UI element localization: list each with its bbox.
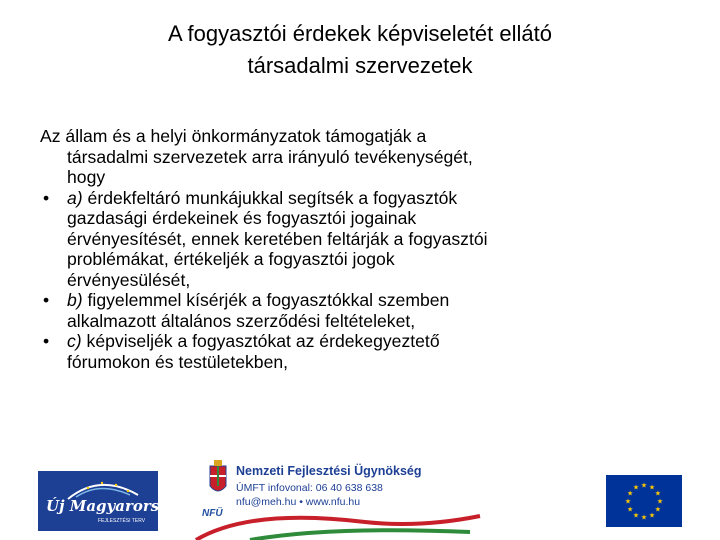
nfu-org-name: Nemzeti Fejlesztési Ügynökség xyxy=(236,464,422,478)
bullet-line: érdekfeltáró munkájukkal segítsék a fogyasztók xyxy=(87,187,458,208)
eu-star-icon: ★ xyxy=(656,498,664,506)
bullet-line: gazdasági érdekeinek és fogyasztói jogainak xyxy=(67,208,417,228)
bullet-line: figyelemmel kísérjék a fogyasztókkal szemben xyxy=(87,290,450,310)
eu-star-icon: ★ xyxy=(648,512,656,520)
nfu-infovonal: ÚMFT infovonal: 06 40 638 638 xyxy=(236,482,383,494)
bullet-dot-icon: • xyxy=(43,187,50,208)
intro-line-3: hogy xyxy=(67,167,106,187)
bullet-list xyxy=(40,188,680,373)
intro-line-2: társadalmi szervezetek arra irányuló tevékenységét, xyxy=(67,146,473,167)
intro-paragraph xyxy=(40,126,680,188)
bullet-line: alkalmazott általános szerződési feltételeket, xyxy=(67,310,416,331)
bullet-marker: b) xyxy=(67,290,88,310)
eu-star-icon: ★ xyxy=(654,506,661,514)
eu-stars-icon xyxy=(606,475,682,527)
slide-title-line-1: A fogyasztói érdekek képviseletét ellátó xyxy=(167,21,552,46)
eu-star-icon: ★ xyxy=(624,498,632,506)
bullet-line: érvényesítését, ennek keretében feltárják a fogyasztói xyxy=(67,228,488,249)
intro-line-1: Az állam és a helyi önkormányzatok támogatják a xyxy=(40,126,427,146)
eu-star-icon: ★ xyxy=(648,484,656,492)
bullet-line: fórumokon és testületekben, xyxy=(67,351,289,372)
eu-star-icon: ★ xyxy=(640,482,648,490)
slide-title xyxy=(60,18,660,82)
logo-left-subtext: FEJLESZTÉSI TERV xyxy=(98,518,146,524)
bullet-marker: a) xyxy=(67,187,88,208)
eu-star-icon: ★ xyxy=(627,490,634,498)
bullet-item-b xyxy=(40,290,680,331)
bullet-dot-icon: • xyxy=(43,290,50,310)
bullet-line: problémákat, értékeljék a fogyasztói jogok xyxy=(67,249,395,269)
slide-body xyxy=(40,126,680,372)
bullet-marker: c) xyxy=(67,331,87,351)
bullet-line: érvényesülését, xyxy=(67,269,191,290)
eu-star-icon: ★ xyxy=(654,490,661,498)
bullet-item-c xyxy=(40,331,680,372)
eu-star-icon: ★ xyxy=(632,484,640,492)
eu-star-icon: ★ xyxy=(640,514,648,522)
bullet-line: képviseljék a fogyasztókat az érdekegyeztető xyxy=(86,331,440,351)
nfu-badge: NFÜ xyxy=(202,508,223,519)
bullet-dot-icon: • xyxy=(43,331,50,351)
eu-star-icon: ★ xyxy=(632,512,640,520)
nfu-contact: nfu@meh.hu • www.nfu.hu xyxy=(236,496,361,508)
logo-left-text: Új Magyarország xyxy=(46,497,188,515)
uj-magyarorszag-logo xyxy=(38,471,188,531)
nfu-logo xyxy=(190,456,490,540)
slide-title-line-2: társadalmi szervezetek xyxy=(247,53,473,78)
eu-star-icon: ★ xyxy=(627,506,634,514)
eu-flag-logo xyxy=(606,475,682,527)
bullet-item-a xyxy=(40,188,680,291)
